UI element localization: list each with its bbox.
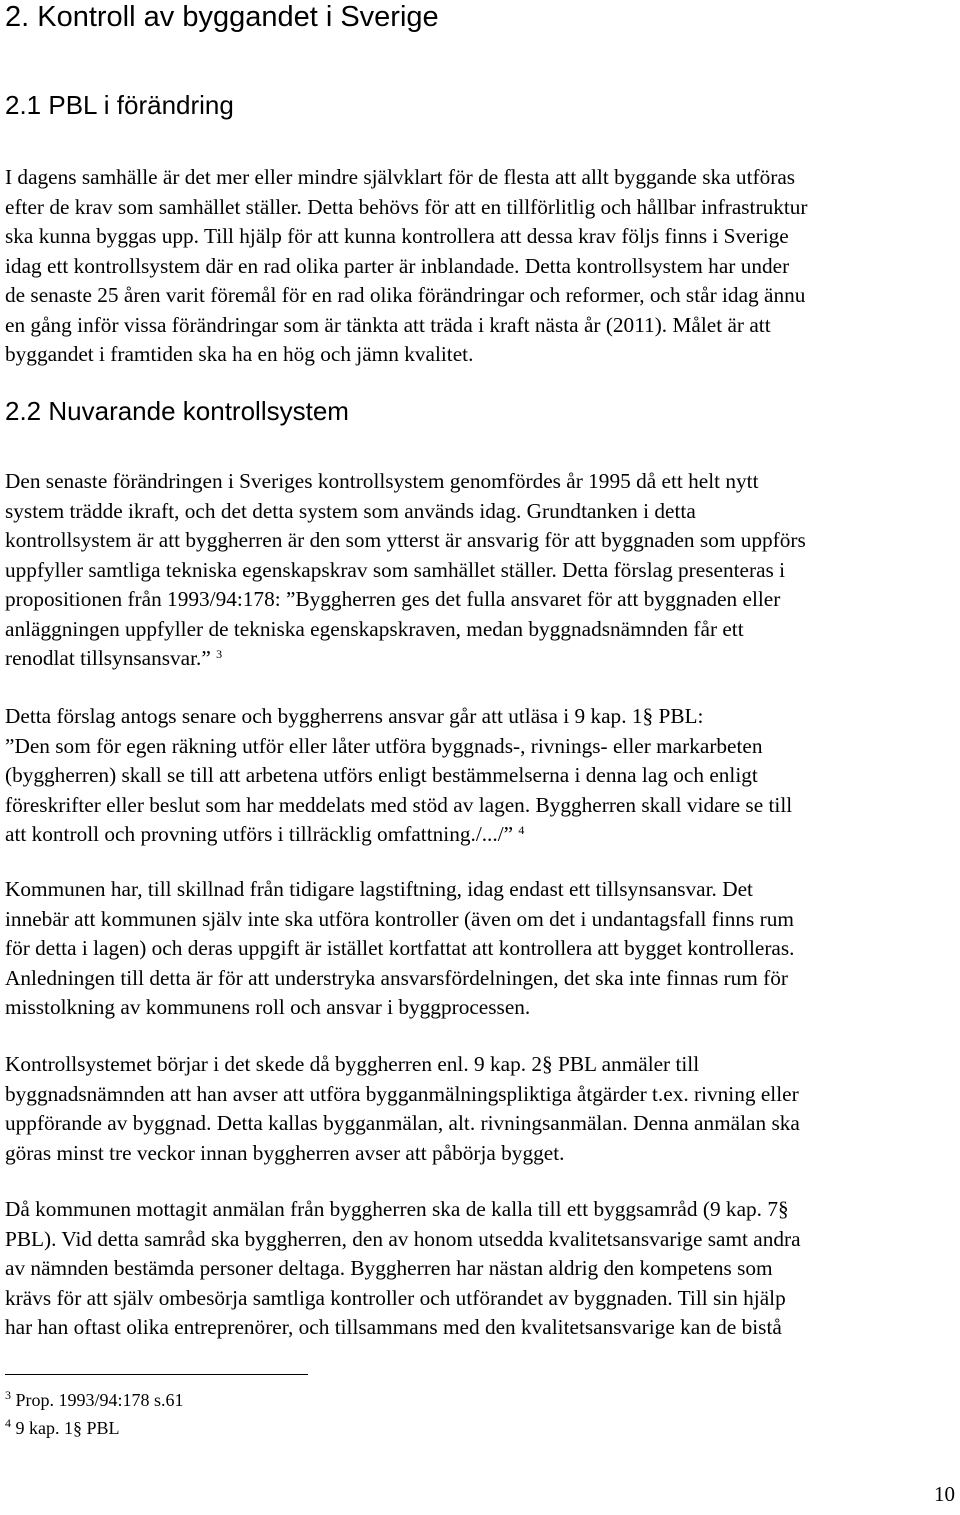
quote-line: föreskrifter eller beslut som har meddelats med stöd av lagen. Byggherren skall vidare se till [5,792,793,817]
paragraph-pbl-intro [5,163,955,370]
text-line: en gång inför vissa förändringar som är tänkta att träda i kraft nästa år (2011). Målet är att [5,312,771,337]
text-line: system trädde ikraft, och det detta system som används idag. Grundtanken i detta [5,498,696,523]
text-line: kontrollsystem är att byggherren är den som ytterst är ansvarig för att byggnaden som uppförs [5,528,806,552]
text-line: har han oftast olika entreprenörer, och tillsammans med den kvalitetsansvarige kan de bistå [5,1315,782,1339]
paragraph-control-start [5,1050,955,1168]
text-line: de senaste 25 åren varit föremål för en rad olika förändringar och reformer, och står idag ännu [5,283,806,307]
quote-line: att kontroll och provning utförs i tillräcklig omfattning./.../” $^4$ [5,822,525,846]
footnote-3: $^3$ Prop. 1993/94:178 s.61 [5,1388,184,1410]
page-number: 10 [934,1482,955,1506]
text-line: PBL). Vid detta samråd ska byggherren, den av honom utsedda kvalitetsansvarige samt andra [5,1226,801,1251]
text-line: krävs för att själv ombesörja samtliga kontroller och utförandet av byggnaden. Till sin hjälp [5,1285,786,1310]
text-line: propositionen från 1993/94:178: ”Byggherren ges det fulla ansvaret för att byggnaden eller [5,587,781,611]
footnotes [5,1386,184,1442]
footnote-separator [5,1374,308,1375]
footnote-4: $^4$ 9 kap. 1§ PBL [5,1416,120,1438]
text-line: uppförande av byggnad. Detta kallas bygganmälan, alt. rivningsanmälan. Denna anmälan ska [5,1111,800,1135]
paragraph-builder-responsibility [5,702,955,850]
text-line: uppfyller samtliga tekniska egenskapskrav som samhället ställer. Detta förslag presenteras i [5,557,786,582]
text-line: efter de krav som samhället ställer. Detta behövs för att en tillförlitlig och hållbar infrastruktur [5,194,808,219]
text-line: byggandet i framtiden ska ha en hög och jämn kvalitet. [5,342,474,366]
text-line: av nämnden bestämda personer deltaga. Byggherren har nästan aldrig den kompetens som [5,1256,773,1280]
text-line: misstolkning av kommunens roll och ansvar i byggprocessen. [5,995,531,1019]
text-line: för detta i lagen) och deras uppgift är istället kortfattat att kontrollera att bygget kontrolleras. [5,936,795,960]
section-heading-2-2: 2.2 Nuvarande kontrollsystem [5,396,349,426]
text-line: Kommunen har, till skillnad från tidigare lagstiftning, idag endast ett tillsynsansvar. Det [5,877,753,901]
text-line: renodlat tillsynsansvar.” $^3$ [5,646,223,670]
paragraph-consultation [5,1195,955,1343]
text-line: ska kunna byggas upp. Till hjälp för att kunna kontrollera att dessa krav följs finns i Sverige [5,224,789,248]
footnote-ref-3[interactable]: 3 [216,647,223,661]
text-line: Den senaste förändringen i Sveriges kontrollsystem genomfördes år 1995 då ett helt nytt [5,469,759,493]
document-page [5,0,955,1515]
text-line: I dagens samhälle är det mer eller mindre självklart för de flesta att allt byggande ska utföras [5,165,796,189]
text-line: Anledningen till detta är för att understryka ansvarsfördelningen, det ska inte finnas rum för [5,965,789,990]
text-line: byggnadsnämnden att han avser att utföra bygganmälningspliktiga åtgärder t.ex. rivning eller [5,1081,799,1106]
chapter-heading: 2. Kontroll av byggandet i Sverige [5,1,439,33]
section-heading-2-1: 2.1 PBL i förändring [5,90,234,120]
paragraph-municipality [5,875,955,1023]
text-line: göras minst tre veckor innan byggherren avser att påbörja bygget. [5,1140,565,1165]
quote-line: ”Den som för egen räkning utför eller låter utföra byggnads-, rivnings- eller markarbeten [5,733,763,758]
text-line: Kontrollsystemet börjar i det skede då byggherren enl. 9 kap. 2§ PBL anmäler till [5,1052,700,1076]
quote-line: (byggherren) skall se till att arbetena utförs enligt bestämmelserna i denna lag och enligt [5,763,758,787]
text-line: innebär att kommunen själv inte ska utföra kontroller (även om det i undantagsfall finns rum [5,906,794,931]
paragraph-current-system [5,467,955,674]
text-line: idag ett kontrollsystem där en rad olika parter är inblandade. Detta kontrollsystem har under [5,253,790,278]
text-line: Detta förslag antogs senare och byggherrens ansvar går att utläsa i 9 kap. 1§ PBL: [5,704,704,728]
text-line: Då kommunen mottagit anmälan från byggherren ska de kalla till ett byggsamråd (9 kap. 7§ [5,1197,789,1221]
text-line: anläggningen uppfyller de tekniska egenskapskraven, medan byggnadsnämnden får ett [5,616,744,641]
footnote-ref-4[interactable]: 4 [518,823,525,837]
